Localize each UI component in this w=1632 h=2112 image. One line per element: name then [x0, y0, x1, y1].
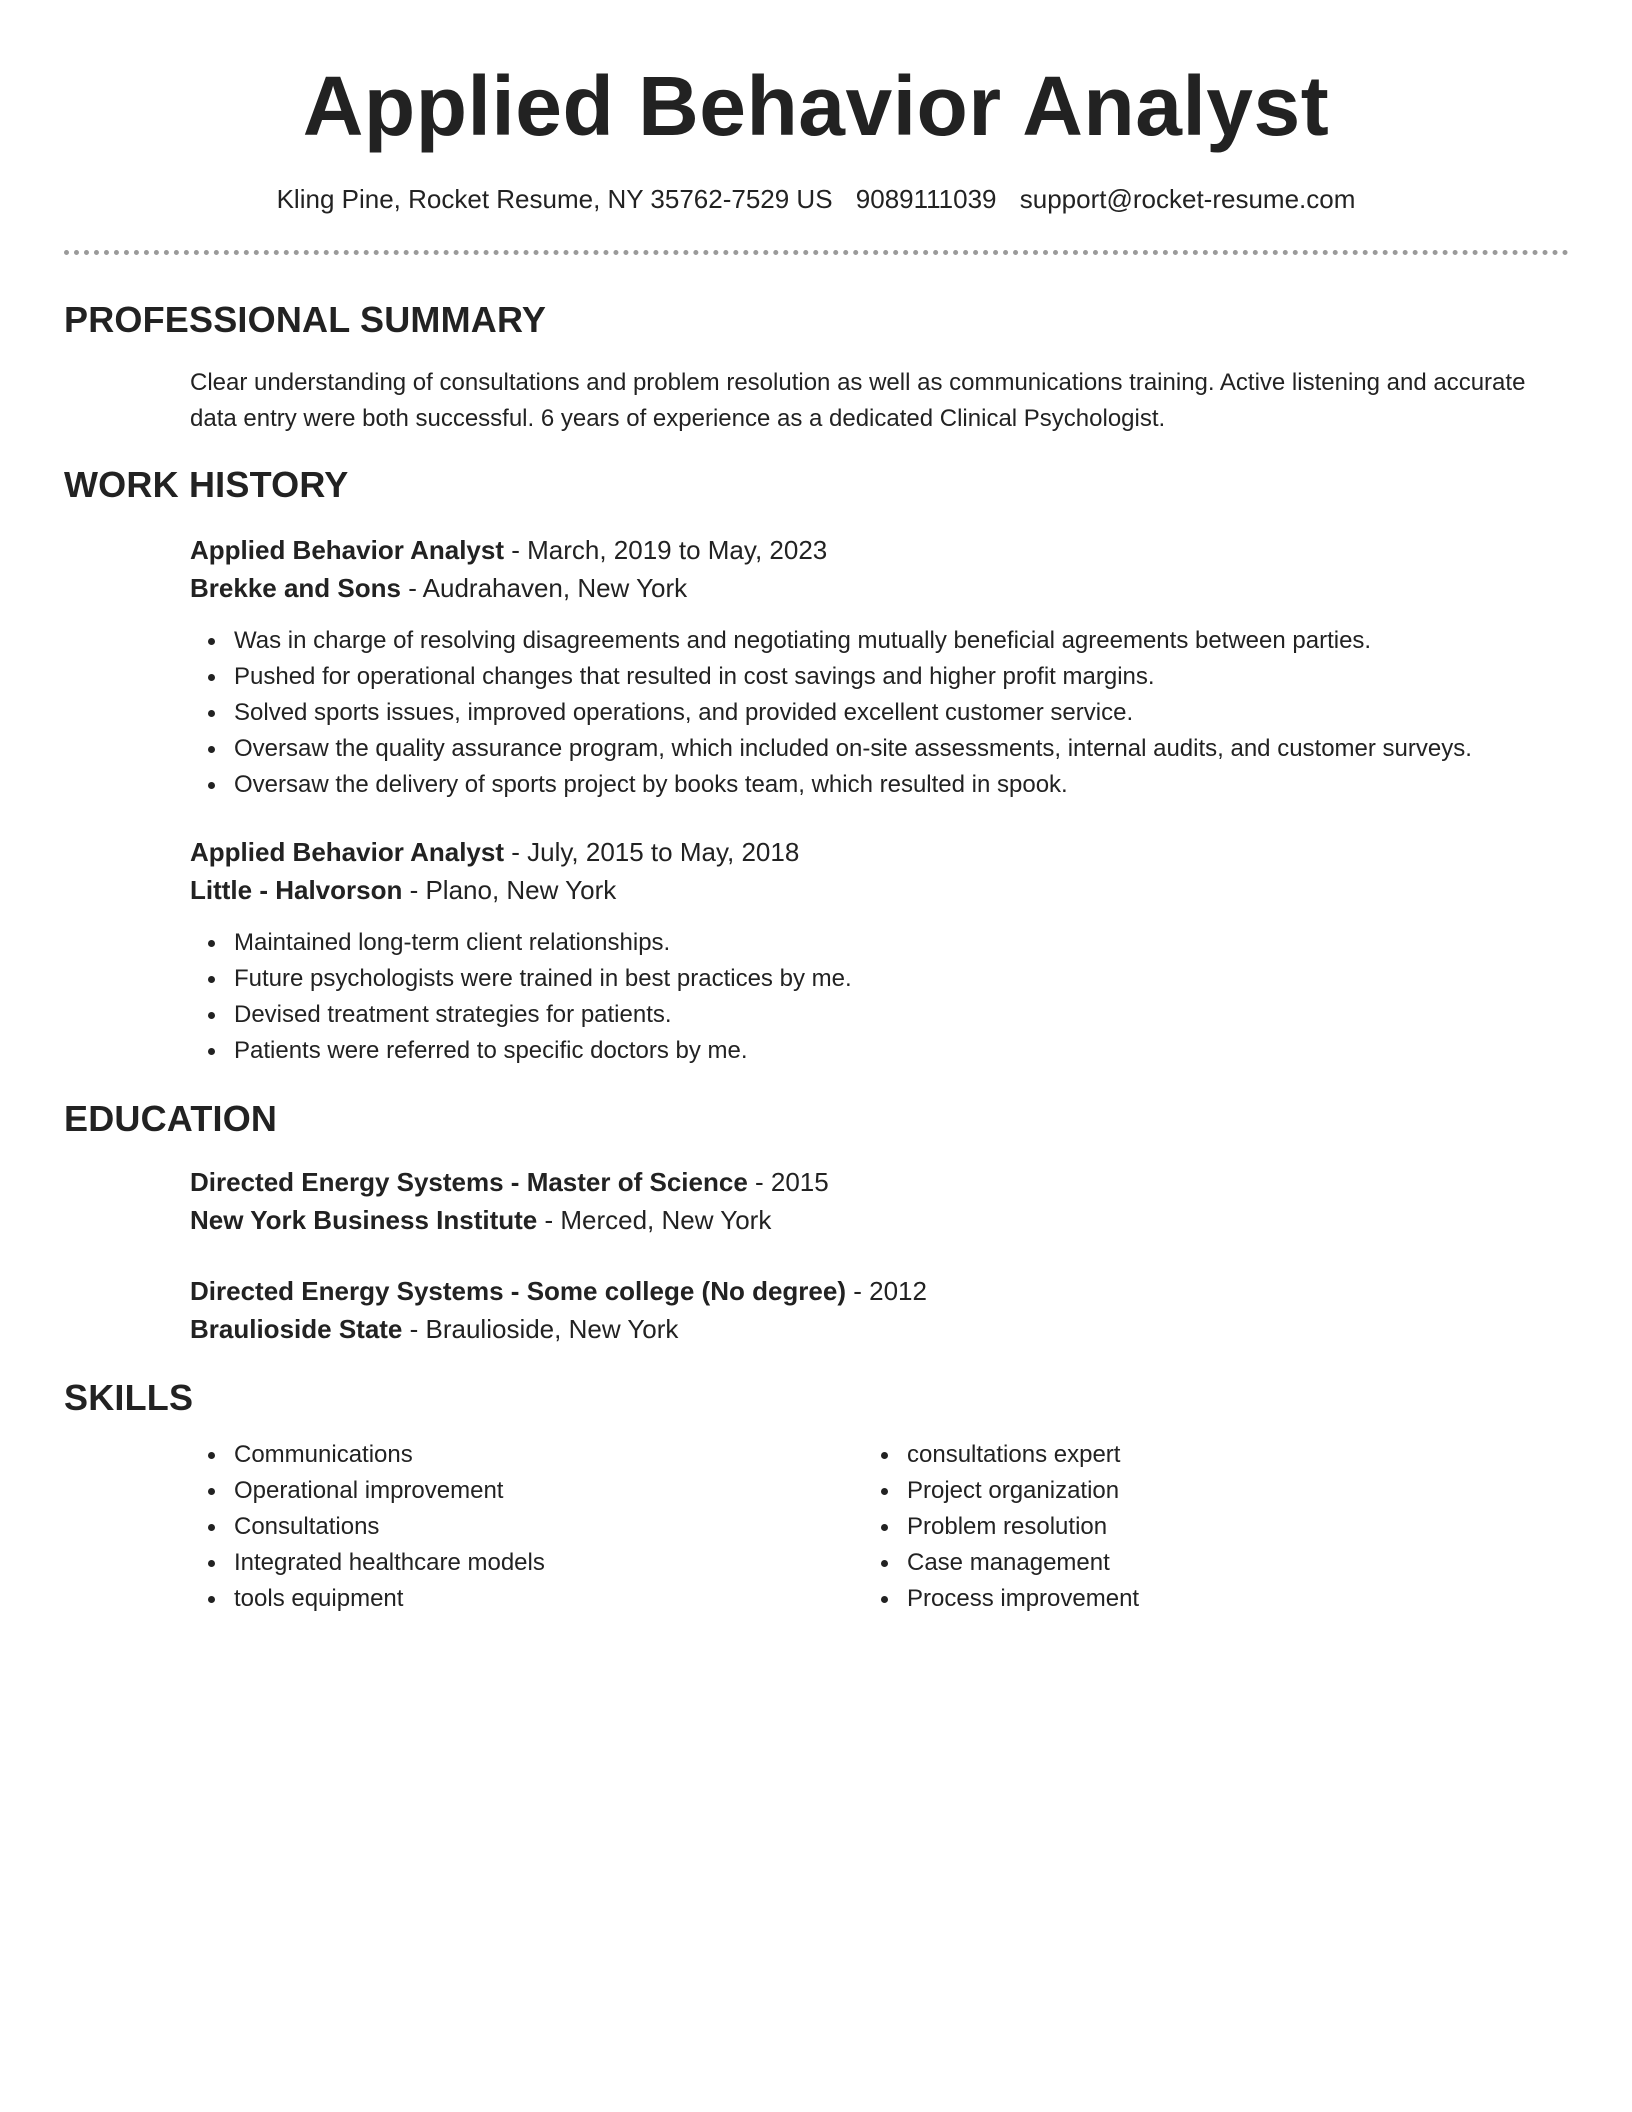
list-item: Solved sports issues, improved operations, and provided excellent customer service. [234, 695, 1550, 731]
education-year: - 2015 [747, 1167, 829, 1197]
list-item: Devised treatment strategies for patients. [234, 997, 1550, 1033]
contact-address: Kling Pine, Rocket Resume, NY 35762-7529 US [276, 184, 833, 214]
summary-block [190, 365, 1550, 437]
education-school-line [190, 1201, 1550, 1239]
education-school: New York Business Institute [190, 1205, 538, 1235]
list-item: Oversaw the delivery of sports project by books team, which resulted in spook. [234, 767, 1550, 803]
education-school: Braulioside State [190, 1314, 403, 1344]
skills-column-right [863, 1437, 1503, 1617]
education-year: - 2012 [846, 1276, 927, 1306]
job-title: Applied Behavior Analyst [190, 535, 504, 565]
skill-item: Consultations [234, 1509, 830, 1545]
education-location: - Braulioside, New York [402, 1314, 679, 1344]
education-entry [190, 1163, 1550, 1239]
job-company-line [190, 871, 1550, 909]
section-heading-skills: SKILLS [64, 1377, 194, 1418]
job-dates: - July, 2015 to May, 2018 [504, 837, 800, 867]
section-heading-summary: PROFESSIONAL SUMMARY [64, 299, 547, 340]
education-degree: Directed Energy Systems - Some college (No degree) [190, 1276, 846, 1306]
job-entry [190, 833, 1550, 1069]
skill-item: Project organization [907, 1473, 1503, 1509]
education-degree: Directed Energy Systems - Master of Science [190, 1167, 748, 1197]
summary-text: Clear understanding of consultations and problem resolution as well as communications training. Active listening and accurate data entry were both successful. 6 years of experience as a dedicated Clinical Psychologist. [190, 369, 1526, 432]
job-title: Applied Behavior Analyst [190, 837, 504, 867]
skill-item: Operational improvement [234, 1473, 830, 1509]
skill-item: Process improvement [907, 1581, 1503, 1617]
contact-phone: 9089111039 [855, 184, 997, 214]
job-company-line [190, 569, 1550, 607]
list-item: Maintained long-term client relationships. [234, 925, 1550, 961]
job-bullets [190, 925, 1550, 1069]
education-degree-line [190, 1163, 1550, 1201]
job-location: - Audrahaven, New York [400, 573, 688, 603]
skill-item: Case management [907, 1545, 1503, 1581]
job-dates: - March, 2019 to May, 2023 [504, 535, 828, 565]
education-school-line [190, 1310, 1550, 1348]
section-heading-education: EDUCATION [64, 1098, 278, 1139]
job-company: Little - Halvorson [190, 875, 403, 905]
list-item: Pushed for operational changes that resulted in cost savings and higher profit margins. [234, 659, 1550, 695]
education-location: - Merced, New York [537, 1205, 772, 1235]
skill-item: tools equipment [234, 1581, 830, 1617]
header-divider [64, 250, 1569, 255]
job-entry [190, 531, 1550, 803]
contact-line [0, 181, 1632, 217]
skill-item: Communications [234, 1437, 830, 1473]
skill-item: Problem resolution [907, 1509, 1503, 1545]
education-entry [190, 1272, 1550, 1348]
skill-item: Integrated healthcare models [234, 1545, 830, 1581]
skill-item: consultations expert [907, 1437, 1503, 1473]
job-bullets [190, 623, 1550, 803]
skills-column-left [190, 1437, 830, 1617]
list-item: Oversaw the quality assurance program, which included on-site assessments, internal audits, and customer surveys. [234, 731, 1550, 767]
skills-list-right [863, 1437, 1503, 1617]
list-item: Patients were referred to specific doctors by me. [234, 1033, 1550, 1069]
list-item: Was in charge of resolving disagreements and negotiating mutually beneficial agreements between parties. [234, 623, 1550, 659]
list-item: Future psychologists were trained in best practices by me. [234, 961, 1550, 997]
skills-list-left [190, 1437, 830, 1617]
education-degree-line [190, 1272, 1550, 1310]
job-company: Brekke and Sons [190, 573, 401, 603]
job-title-line [190, 833, 1550, 871]
contact-email: support@rocket-resume.com [1019, 184, 1356, 214]
section-heading-work-history: WORK HISTORY [64, 464, 349, 505]
job-location: - Plano, New York [402, 875, 617, 905]
candidate-name: Applied Behavior Analyst [302, 59, 1330, 153]
job-title-line [190, 531, 1550, 569]
